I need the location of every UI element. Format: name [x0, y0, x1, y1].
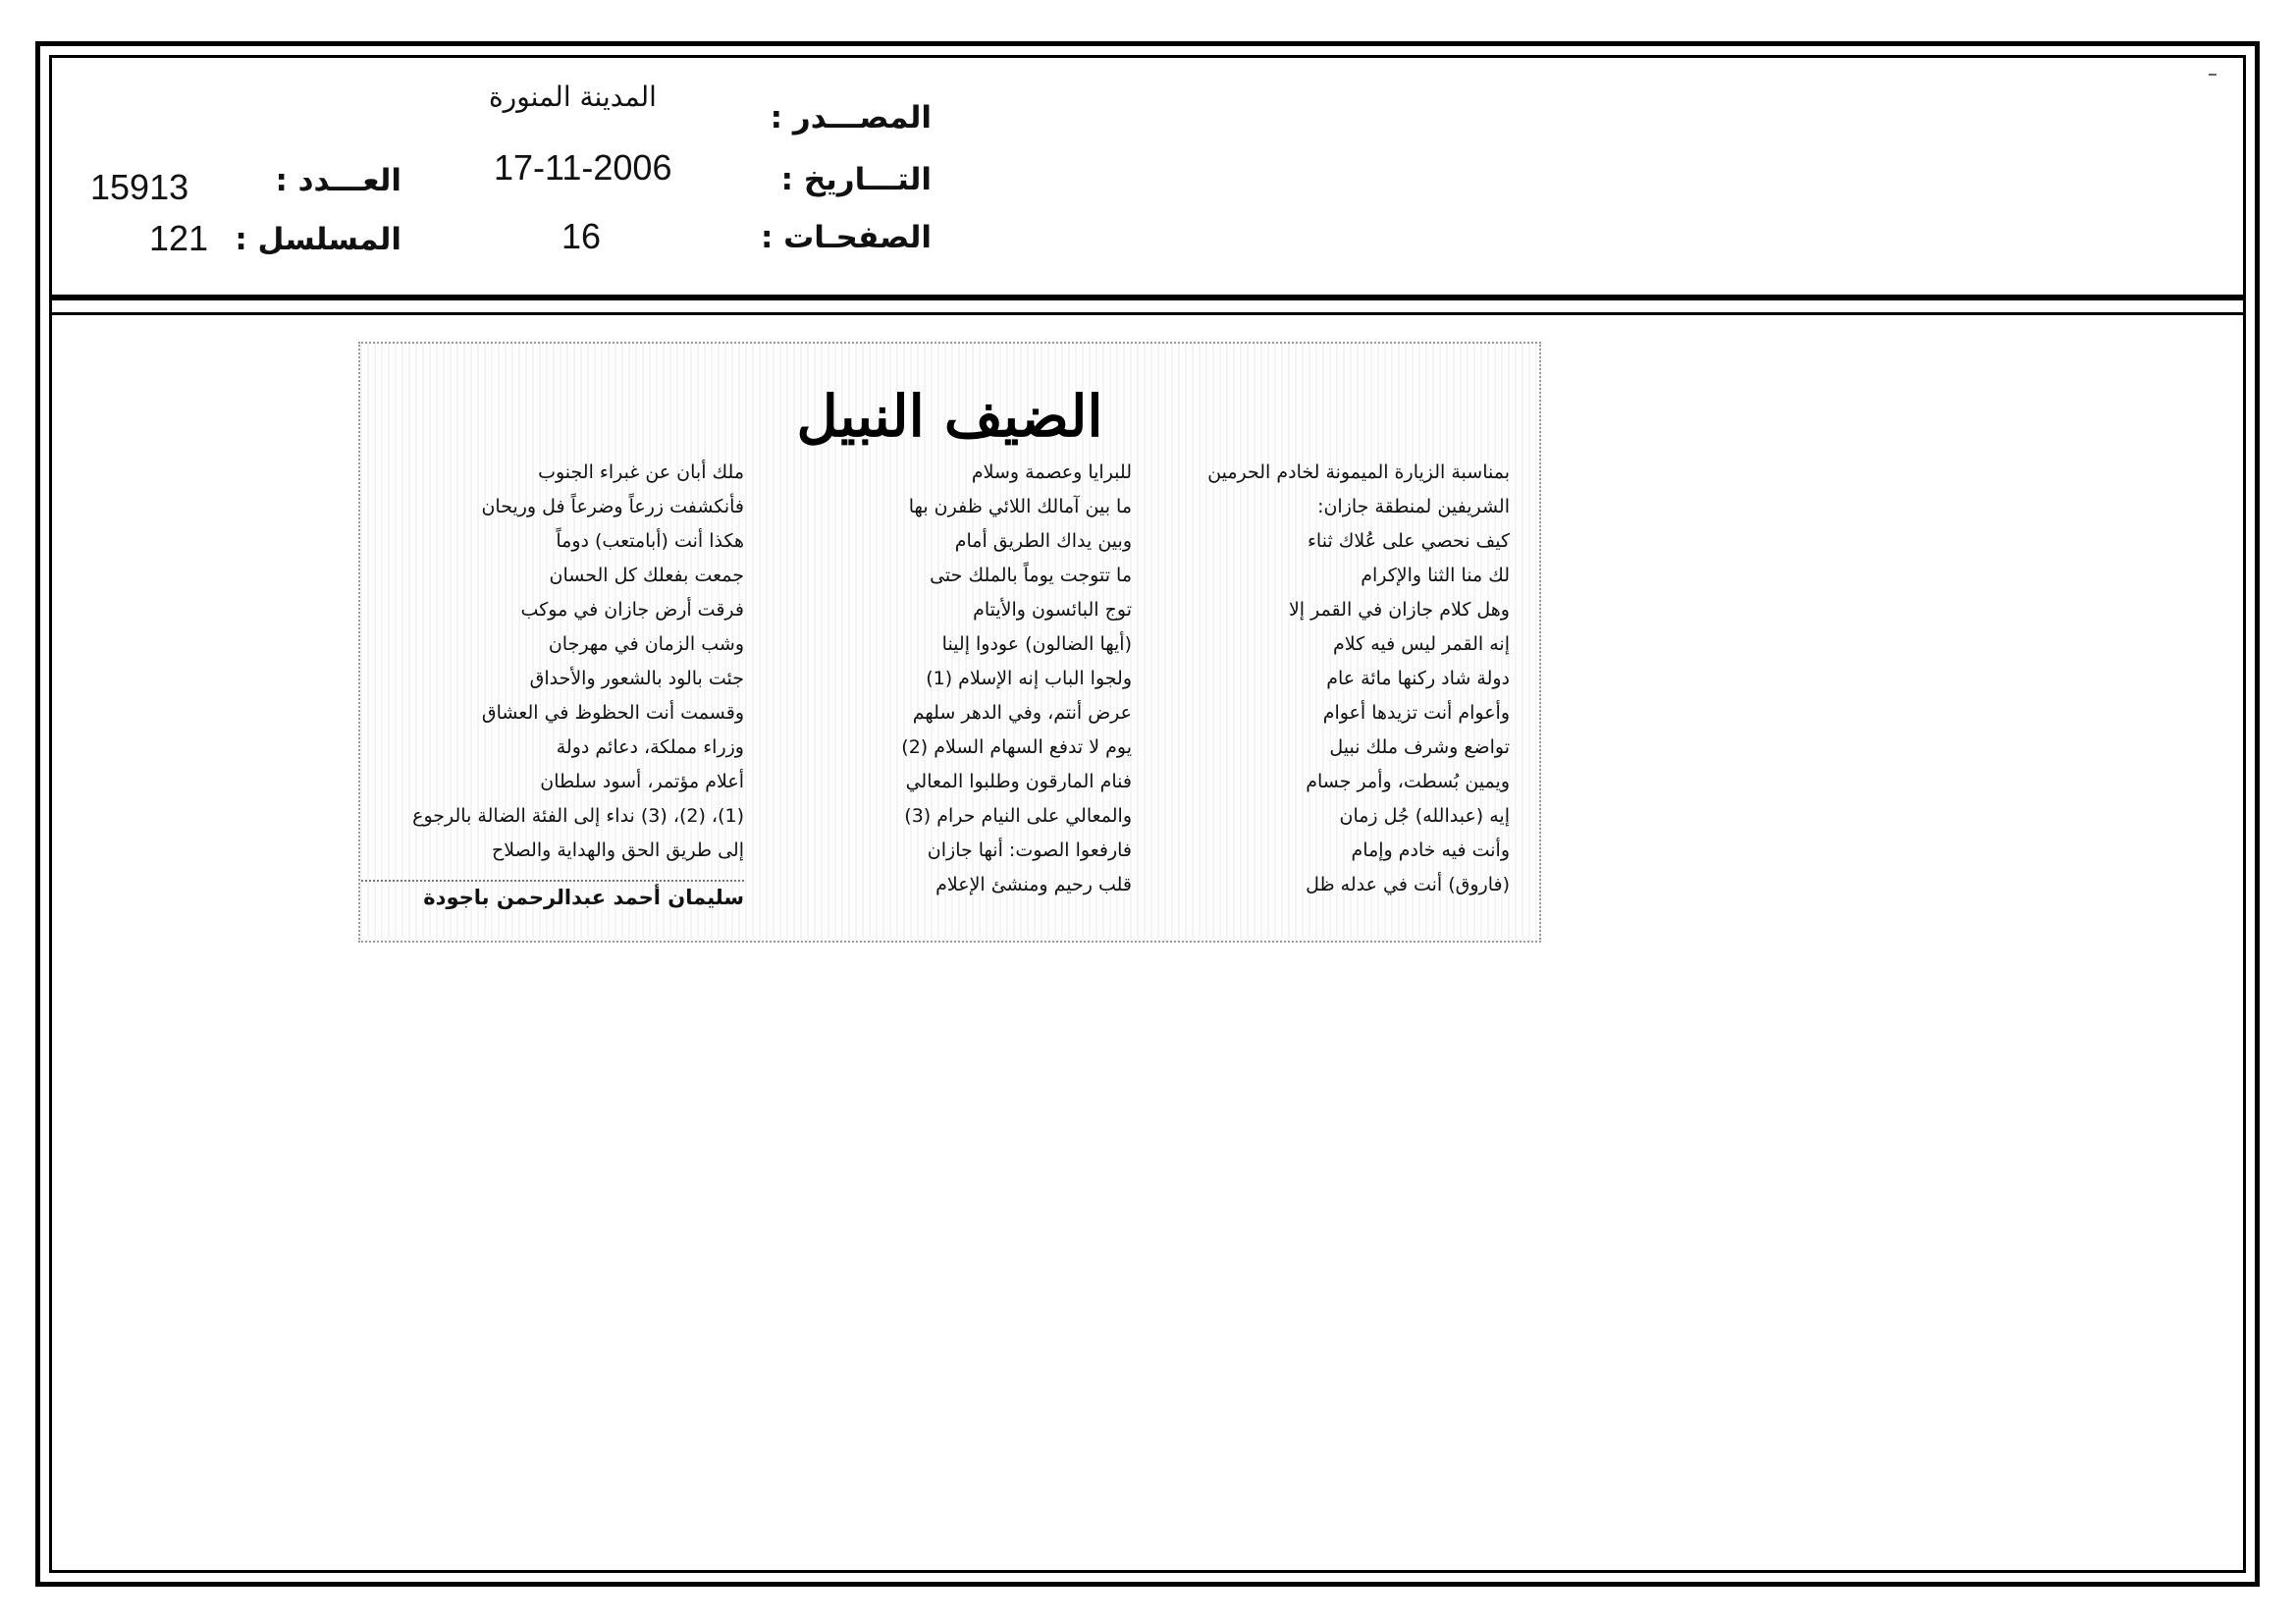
poem-line: دولة شاد ركنها مائة عام: [1326, 668, 1510, 689]
poem-line: للبرايا وعصمة وسلام: [971, 461, 1132, 483]
poem-line: جئت بالود بالشعور والأحداق: [529, 668, 744, 689]
poem-line: ويمين بُسطت، وأمر جسام: [1306, 771, 1510, 792]
date-label: التـــاريخ :: [780, 162, 932, 197]
poem-line: وشب الزمان في مهرجان: [548, 633, 744, 655]
poem-line: بمناسبة الزيارة الميمونة لخادم الحرمين: [1207, 461, 1510, 483]
poem-line: وقسمت أنت الحظوظ في العشاق: [481, 702, 744, 724]
poem-line: ما تتوجت يوماً بالملك حتى: [930, 565, 1132, 586]
newspaper-clipping: [358, 342, 1541, 943]
poem-line: وبين يداك الطريق أمام: [954, 530, 1132, 552]
article-title: الضيف النبيل: [796, 383, 1103, 450]
poem-line: أعلام مؤتمر، أسود سلطان: [540, 771, 744, 792]
poem-line: وهل كلام جازان في القمر إلا: [1288, 599, 1510, 621]
poem-line: فارفعوا الصوت: أنها جازان: [927, 839, 1132, 861]
poem-line: ملك أبان عن غبراء الجنوب: [538, 461, 744, 483]
source-label: المصـــدر :: [770, 100, 932, 135]
poem-line: (فاروق) أنت في عدله ظل: [1306, 874, 1510, 895]
serial-value: 121: [149, 218, 209, 258]
date-value: 17-11-2006: [494, 147, 672, 188]
poem-line: فنام المارقون وطلبوا المعالي: [905, 771, 1132, 792]
poem-line: ولجوا الباب إنه الإسلام (1): [926, 668, 1132, 689]
author-signature: سليمان أحمد عبدالرحمن باجودة: [361, 880, 744, 909]
poem-line: وأنت فيه خادم وإمام: [1351, 839, 1510, 861]
pages-label: الصفحـات :: [760, 220, 932, 255]
poem-column-right: [1137, 456, 1510, 902]
poem-line: (أيها الضالون) عودوا إلينا: [941, 633, 1132, 655]
poem-column-middle: [759, 456, 1132, 902]
poem-line: عرض أنتم، وفي الدهر سلهم: [912, 702, 1132, 724]
source-value: المدينة المنورة: [489, 81, 657, 113]
poem-line: فرقت أرض جازان في موكب: [520, 599, 744, 621]
poem-line: وزراء مملكة، دعائم دولة: [556, 736, 744, 758]
poem-line: (1)، (2)، (3) نداء إلى الفئة الضالة بالرجوع: [412, 805, 744, 827]
poem-line: إنه القمر ليس فيه كلام: [1333, 633, 1510, 655]
poem-line: تواضع وشرف ملك نبيل: [1329, 736, 1510, 758]
poem-line: لك منا الثنا والإكرام: [1361, 565, 1510, 586]
header-divider: [49, 295, 2246, 300]
serial-label: المسلسل :: [235, 222, 401, 257]
poem-line: توج البائسون والأيتام: [973, 599, 1132, 621]
pages-value: 16: [561, 216, 602, 256]
poem-line: إيه (عبدالله) جُل زمان: [1339, 805, 1510, 827]
scan-mark: [2209, 74, 2216, 76]
poem-column-left: [361, 456, 744, 868]
issue-label: العـــدد :: [275, 163, 401, 198]
poem-line: وأعوام أنت تزيدها أعوام: [1322, 702, 1510, 724]
poem-line: ما بين آمالك اللائي ظفرن بها: [908, 496, 1132, 517]
poem-line: يوم لا تدفع السهام السلام (2): [901, 736, 1132, 758]
poem-line: فأنكشفت زرعاً وضرعاً فل وريحان: [481, 496, 744, 517]
poem-line: إلى طريق الحق والهداية والصلاح: [491, 839, 744, 861]
poem-line: هكذا أنت (أبامتعب) دوماً: [556, 530, 744, 552]
header-divider-thin: [49, 312, 2246, 315]
issue-value: 15913: [90, 167, 189, 207]
poem-line: والمعالي على النيام حرام (3): [904, 805, 1132, 827]
poem-line: قلب رحيم ومنشئ الإعلام: [935, 874, 1132, 895]
poem-line: الشريفين لمنطقة جازان:: [1317, 496, 1510, 517]
poem-line: جمعت بفعلك كل الحسان: [549, 565, 744, 586]
poem-line: كيف نحصي على عُلاك ثناء: [1307, 530, 1510, 552]
